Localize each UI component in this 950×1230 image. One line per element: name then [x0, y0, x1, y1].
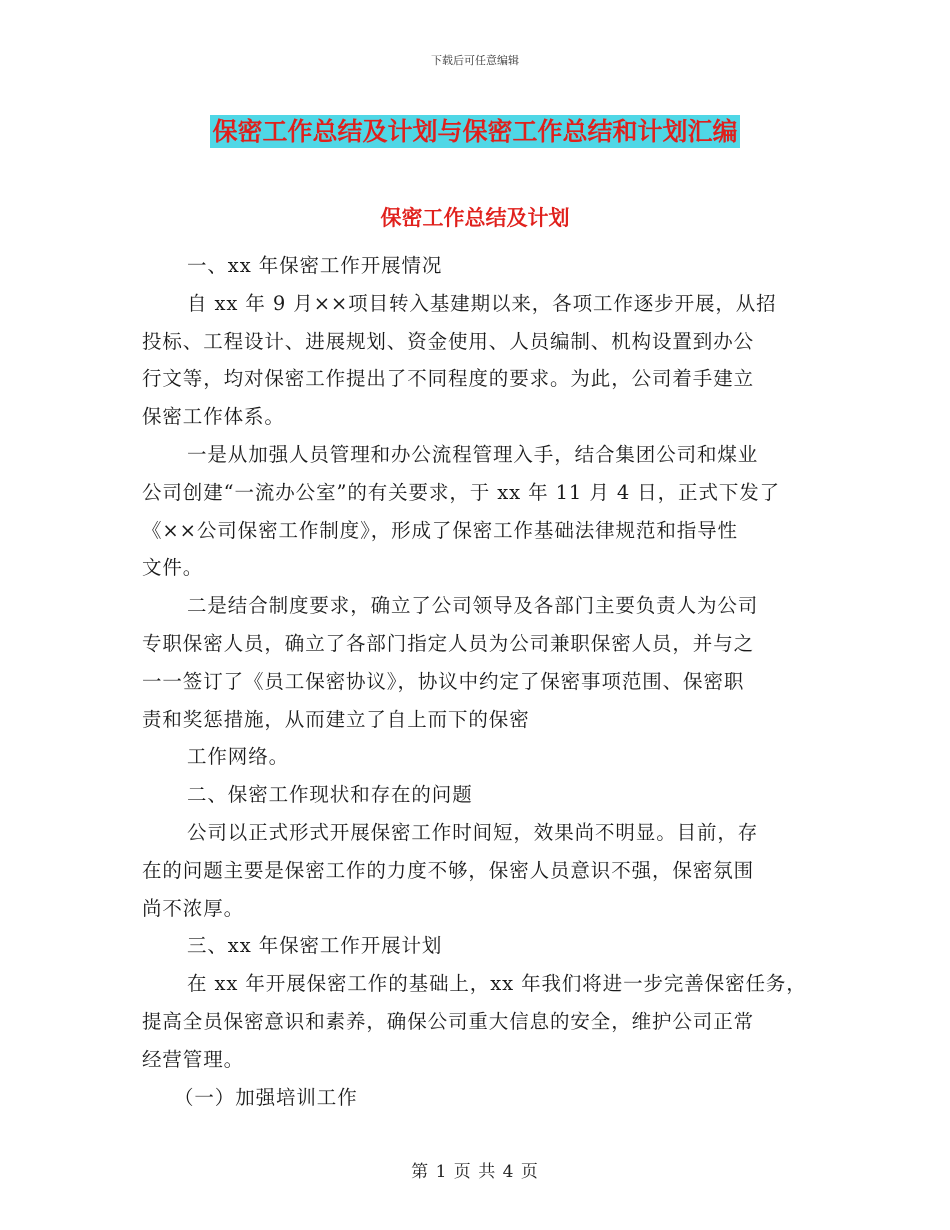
paragraph-line: 一是从加强人员管理和办公流程管理入手，结合集团公司和煤业 — [187, 442, 759, 466]
heading-line: （一）加强培训工作 — [174, 1085, 358, 1109]
paragraph-line: 公司创建“一流办公室”的有关要求，于 xx 年 11 月 4 日，正式下发了 — [142, 480, 781, 504]
paragraph-line: 提高全员保密意识和素养，确保公司重大信息的安全，维护公司正常 — [142, 1009, 755, 1033]
paragraph-line: 责和奖惩措施，从而建立了自上而下的保密 — [142, 707, 530, 731]
header-note: 下载后可任意编辑 — [431, 54, 519, 67]
document-title-text: 保密工作总结及计划与保密工作总结和计划汇编 — [212, 117, 738, 146]
paragraph-line: 公司以正式形式开展保密工作时间短，效果尚不明显。目前，存 — [187, 820, 759, 844]
document-body — [142, 247, 810, 1116]
heading-line: 二、保密工作现状和存在的问题 — [187, 783, 473, 807]
page-number: 第 1 页 共 4 页 — [411, 1162, 539, 1182]
paragraph-line: 《××公司保密工作制度》，形成了保密工作基础法律规范和指导性 — [142, 518, 738, 542]
paragraph-line: 尚不浓厚。 — [142, 896, 245, 920]
paragraph-line: 保密工作体系。 — [142, 405, 285, 429]
paragraph-line: 文件。 — [142, 556, 204, 580]
paragraph-line: 专职保密人员，确立了各部门指定人员为公司兼职保密人员，并与之 — [142, 631, 755, 655]
paragraph-line: 工作网络。 — [187, 745, 290, 769]
heading-line: 三、xx 年保密工作开展计划 — [187, 934, 443, 958]
paragraph-line: 一一签订了《员工保密协议》，协议中约定了保密事项范围、保密职 — [142, 669, 745, 693]
paragraph-line: 在的问题主要是保密工作的力度不够，保密人员意识不强，保密氛围 — [142, 858, 755, 882]
paragraph-line: 在 xx 年开展保密工作的基础上，xx 年我们将进一步完善保密任务， — [187, 972, 807, 996]
document-title — [0, 112, 950, 148]
heading-line: 一、xx 年保密工作开展情况 — [187, 254, 443, 277]
paragraph-line: 行文等，均对保密工作提出了不同程度的要求。为此，公司着手建立 — [142, 367, 755, 391]
paragraph-line: 自 xx 年 9 月××项目转入基建期以来，各项工作逐步开展，从招 — [187, 291, 777, 315]
paragraph-line: 经营管理。 — [142, 1047, 245, 1071]
paragraph-line: 投标、工程设计、进展规划、资金使用、人员编制、机构设置到办公 — [142, 329, 755, 353]
section-title: 保密工作总结及计划 — [380, 206, 570, 230]
paragraph-line: 二是结合制度要求，确立了公司领导及各部门主要负责人为公司 — [187, 594, 759, 618]
